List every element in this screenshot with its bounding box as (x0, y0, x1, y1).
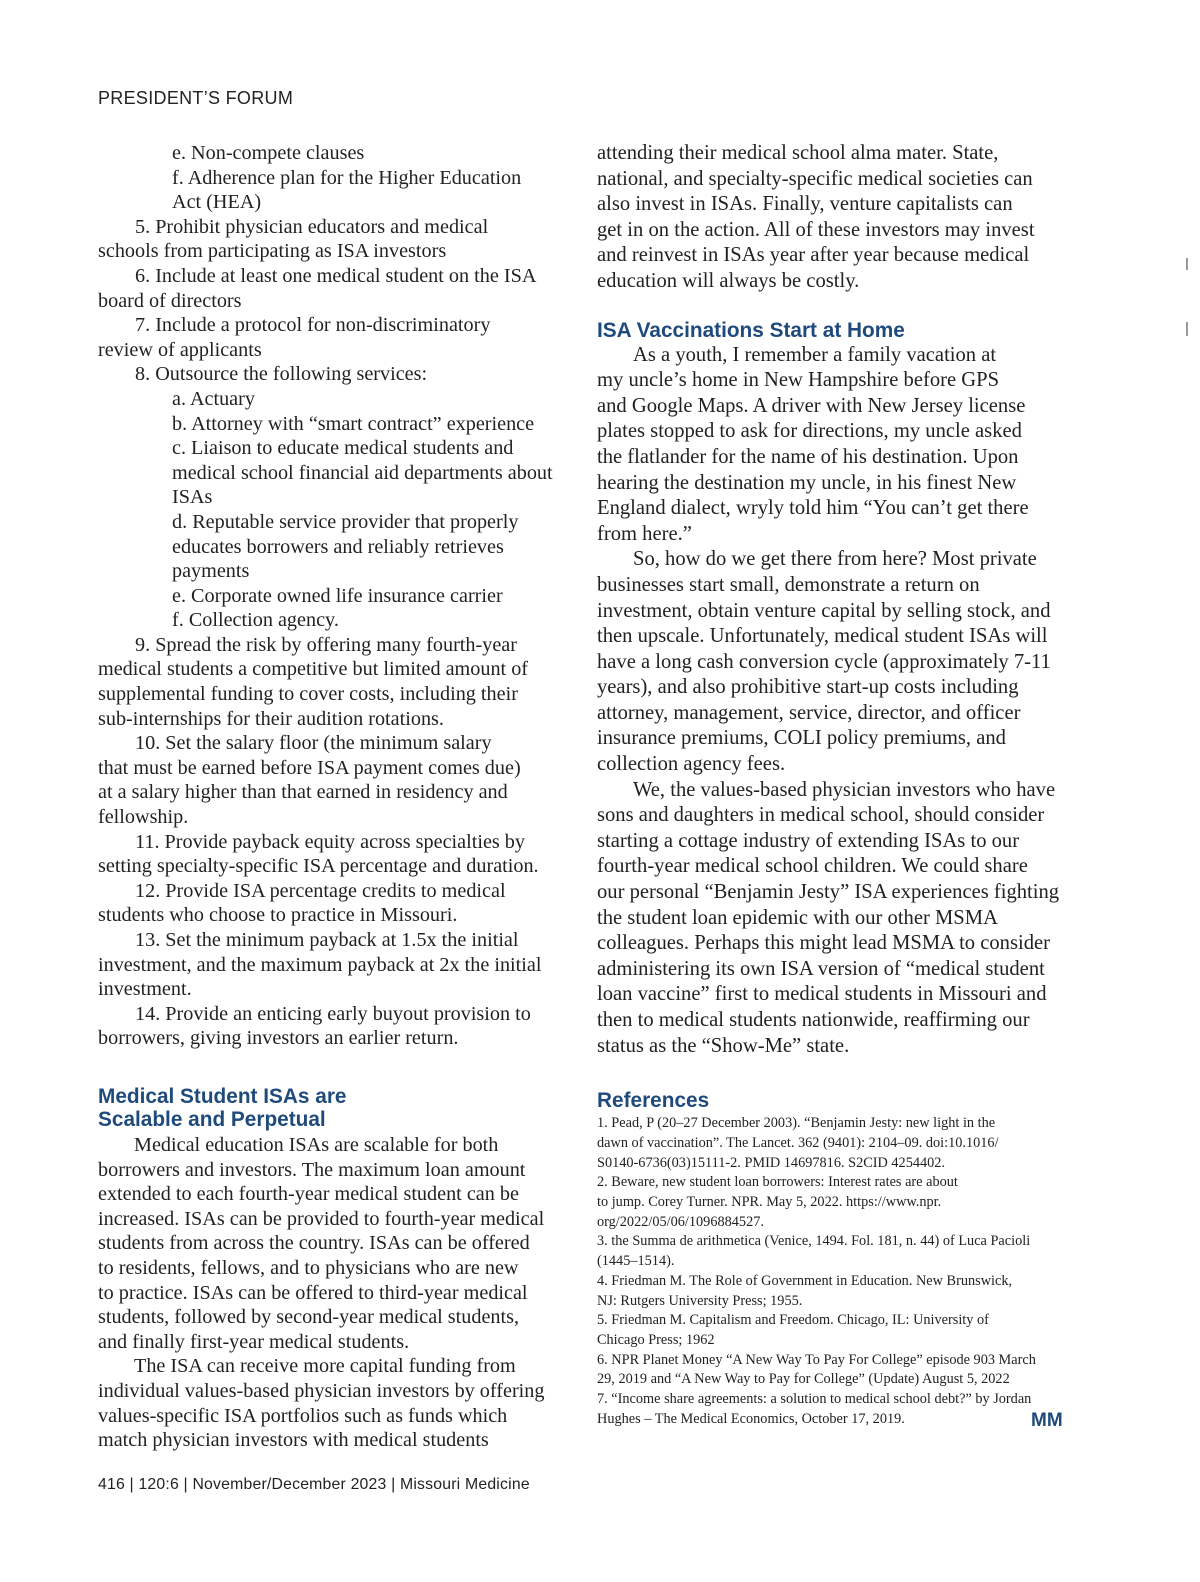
list-line: setting specialty-specific ISA percentage and duration. (98, 855, 539, 878)
body-line: plates stopped to ask for directions, my uncle asked (597, 420, 1022, 443)
page-edge-mark (1186, 322, 1188, 336)
body-line: from here.” (597, 522, 692, 545)
page-footer: 416 | 120:6 | November/December 2023 | Missouri Medicine (98, 1476, 530, 1493)
body-line: the student loan epidemic with our other MSMA (597, 906, 998, 929)
section-heading-vaccinations: ISA Vaccinations Start at Home (597, 318, 905, 342)
list-line: 11. Provide payback equity across specialties by (135, 830, 525, 853)
list-line: b. Attorney with “smart contract” experience (172, 412, 535, 435)
vaccinations-section-body (597, 343, 1067, 1060)
list-line: 8. Outsource the following services: (135, 363, 428, 386)
body-line: then to medical students nationwide, reaffirming our (597, 1009, 1030, 1031)
body-line: fourth-year medical school children. We could share (597, 855, 1028, 878)
body-line: The ISA can receive more capital funding from (134, 1355, 516, 1378)
section-heading-line: Scalable and Perpetual (98, 1107, 326, 1131)
reference-line: S0140-6736(03)15111-2. PMID 14697816. S2CID 4254402. (597, 1154, 946, 1171)
end-mark-logo: MM (1031, 1410, 1063, 1431)
list-line: d. Reputable service provider that properly (172, 510, 519, 533)
reference-line: 5. Friedman M. Capitalism and Freedom. Chicago, IL: University of (597, 1312, 989, 1329)
list-line: 9. Spread the risk by offering many fourth-year (135, 633, 517, 656)
list-line: students who choose to practice in Missouri. (98, 904, 458, 927)
body-line: status as the “Show-Me” state. (597, 1034, 850, 1057)
body-line: sons and daughters in medical school, should consider (597, 804, 1045, 827)
body-line: our personal “Benjamin Jesty” ISA experiences fighting (597, 881, 1060, 904)
body-line: values-specific ISA portfolios such as funds which (98, 1404, 508, 1427)
reference-line: 29, 2019 and “A New Way to Pay for College” (Update) August 5, 2022 (597, 1371, 1010, 1388)
body-line: As a youth, I remember a family vacation at (633, 343, 997, 366)
body-line: get in on the action. All of these investors may invest (597, 218, 1035, 241)
list-line: f. Collection agency. (172, 609, 339, 632)
list-line: review of applicants (98, 338, 262, 361)
list-line: payments (172, 560, 250, 583)
body-line: also invest in ISAs. Finally, venture capitalists can (597, 193, 1013, 216)
list-line: 5. Prohibit physician educators and medical (135, 215, 489, 238)
reference-line: 3. the Summa de arithmetica (Venice, 1494. Fol. 181, n. 44) of Luca Pacioli (597, 1233, 1031, 1250)
body-line: investment, obtain venture capital by selling stock, and (597, 599, 1051, 622)
body-line: We, the values-based physician investors who have (633, 778, 1056, 801)
body-line: loan vaccine” first to medical students in Missouri and (597, 983, 1047, 1006)
page-edge-mark (1186, 258, 1188, 270)
body-line: and Google Maps. A driver with New Jersey license (597, 394, 1026, 417)
body-line: have a long cash conversion cycle (approximately 7-11 (597, 650, 1051, 673)
body-line: national, and specialty-specific medical societies can (597, 167, 1033, 190)
list-line: c. Liaison to educate medical students and (172, 437, 514, 460)
body-line: So, how do we get there from here? Most private (633, 548, 1037, 571)
list-line: investment, and the maximum payback at 2x the initial (98, 953, 542, 976)
list-line: 6. Include at least one medical student on the ISA (135, 264, 537, 287)
section-label: PRESIDENT’S FORUM (98, 88, 294, 108)
list-line: 14. Provide an enticing early buyout provision to (135, 1002, 531, 1025)
body-line: administering its own ISA version of “medical student (597, 957, 1045, 980)
list-line: that must be earned before ISA payment comes due) (98, 756, 521, 779)
list-line: a. Actuary (172, 387, 255, 410)
right-column (597, 141, 1067, 1429)
body-line: to residents, fellows, and to physicians who are new (98, 1256, 519, 1279)
body-line: borrowers and investors. The maximum loan amount (98, 1158, 526, 1181)
body-line: hearing the destination my uncle, in his finest New (597, 471, 1017, 494)
references-heading: References (597, 1089, 710, 1113)
list-line: fellowship. (98, 806, 189, 829)
reference-line: Hughes – The Medical Economics, October 17, 2019. (597, 1410, 905, 1427)
list-line: at a salary higher than that earned in residency and (98, 781, 508, 804)
reference-line: NJ: Rutgers University Press; 1955. (597, 1292, 803, 1309)
reference-line: (1445–1514). (597, 1253, 675, 1270)
reference-line: 1. Pead, P (20–27 December 2003). “Benjamin Jesty: new light in the (597, 1115, 996, 1132)
list-line: 7. Include a protocol for non-discriminatory (135, 314, 491, 337)
list-line: borrowers, giving investors an earlier return. (98, 1027, 459, 1050)
body-line: match physician investors with medical students (98, 1429, 489, 1452)
list-line: ISAs (172, 486, 213, 509)
body-line: my uncle’s home in New Hampshire before GPS (597, 369, 1000, 392)
reference-line: Chicago Press; 1962 (597, 1331, 715, 1348)
list-line: e. Non-compete clauses (172, 142, 365, 164)
list-line: medical students a competitive but limited amount of (98, 658, 529, 681)
list-line: educates borrowers and reliably retrieves (172, 535, 504, 558)
list-line: supplemental funding to cover costs, including their (98, 683, 518, 706)
body-line: attending their medical school alma mater. State, (597, 142, 999, 164)
body-line: Medical education ISAs are scalable for both (134, 1133, 499, 1156)
body-line: students from across the country. ISAs can be offered (98, 1232, 530, 1255)
body-line: colleagues. Perhaps this might lead MSMA to consider (597, 932, 1051, 955)
list-line: sub-internships for their audition rotations. (98, 707, 444, 730)
references-list (597, 1114, 1067, 1429)
body-line: attorney, management, service, director, and officer (597, 701, 1021, 724)
list-line: 10. Set the salary floor (the minimum salary (135, 732, 492, 755)
reference-line: 7. “Income share agreements: a solution to medical school debt?” by Jordan (597, 1391, 1032, 1408)
body-line: collection agency fees. (597, 753, 786, 776)
body-line: England dialect, wryly told him “You can’t get there (597, 497, 1029, 520)
list-line: medical school financial aid departments about (172, 461, 553, 484)
section-heading-scalable (98, 1085, 574, 1131)
scalable-section-body (98, 1133, 574, 1453)
body-line: to practice. ISAs can be offered to third-year medical (98, 1281, 528, 1304)
body-line: education will always be costly. (597, 269, 860, 292)
continuation-paragraph (597, 141, 1067, 295)
reference-line: 4. Friedman M. The Role of Government in Education. New Brunswick, (597, 1272, 1013, 1289)
list-line: schools from participating as ISA investors (98, 240, 447, 263)
body-line: and finally first-year medical students. (98, 1330, 410, 1353)
body-line: students, followed by second-year medical students, (98, 1306, 520, 1329)
body-line: individual values-based physician investors by offering (98, 1379, 545, 1402)
body-line: the flatlander for the name of his destination. Upon (597, 445, 1019, 468)
left-column (98, 141, 574, 1453)
body-line: extended to each fourth-year medical student can be (98, 1183, 519, 1206)
body-line: then upscale. Unfortunately, medical student ISAs will (597, 625, 1048, 648)
reference-line: to jump. Corey Turner. NPR. May 5, 2022. https://www.npr. (597, 1194, 942, 1210)
reference-line: org/2022/05/06/1096884527. (597, 1213, 764, 1230)
body-line: and reinvest in ISAs year after year because medical (597, 244, 1030, 267)
list-line: investment. (98, 978, 192, 1001)
body-line: years), and also prohibitive start-up costs including (597, 676, 1019, 699)
list-line: 12. Provide ISA percentage credits to medical (135, 879, 506, 902)
section-heading-line: Medical Student ISAs are (98, 1084, 347, 1108)
list-line: e. Corporate owned life insurance carrier (172, 584, 503, 607)
reference-line: 6. NPR Planet Money “A New Way To Pay For College” episode 903 March (597, 1351, 1036, 1368)
body-line: insurance premiums, COLI policy premiums, and (597, 727, 1006, 750)
body-line: businesses start small, demonstrate a return on (597, 573, 980, 596)
recommendation-list (98, 141, 574, 1051)
reference-line: dawn of vaccination”. The Lancet. 362 (9401): 2104–09. doi:10.1016/ (597, 1134, 999, 1151)
list-line: Act (HEA) (172, 191, 262, 214)
list-line: 13. Set the minimum payback at 1.5x the initial (135, 929, 519, 951)
reference-line: 2. Beware, new student loan borrowers: Interest rates are about (597, 1174, 958, 1191)
list-line: board of directors (98, 289, 242, 312)
body-line: starting a cottage industry of extending ISAs to our (597, 829, 1020, 852)
body-line: increased. ISAs can be provided to fourth-year medical (98, 1207, 545, 1230)
list-line: f. Adherence plan for the Higher Education (172, 166, 522, 189)
